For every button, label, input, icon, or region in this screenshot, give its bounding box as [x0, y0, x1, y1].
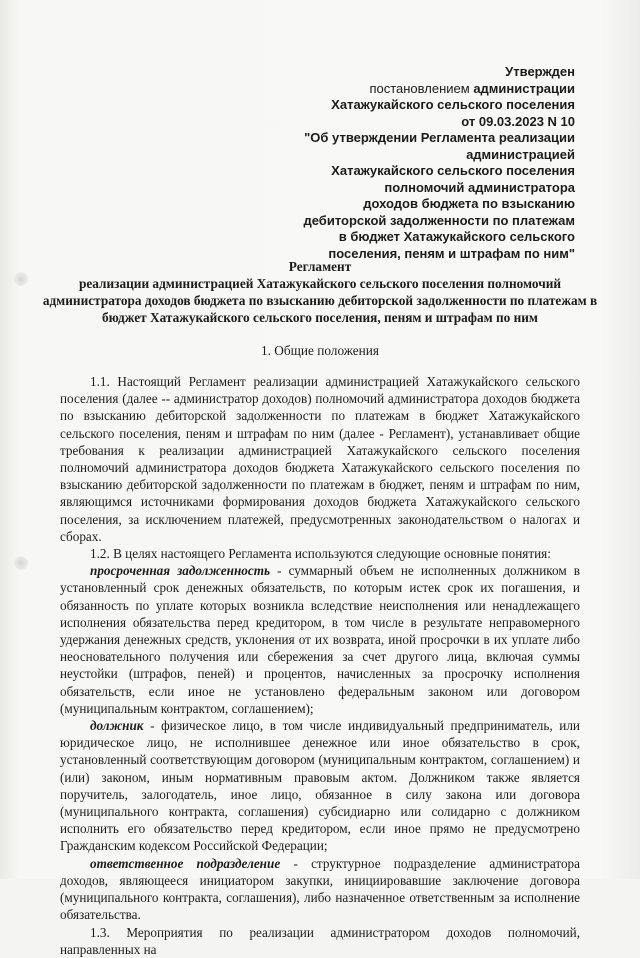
term-definition: - физическое лицо, в том числе индивидуальный предприниматель, или юридическое лицо, не исполнившее денежное или иное обязательство в срок, установленный соответствующим договором (муниципальным контрактом, соглашением) и (или) законом, иным нормативным правовым актом. Должником также является поручитель, залогодатель, иное лицо, обязанное в силу закона или договора (муниципального контракта, соглашения) субсидиарно или солидарно с должником исполнить его обязательство перед кредитором, если иное прямо не предусмотрено Гражданским кодексом Российской Федерации;	[60, 718, 580, 854]
term-label: просроченная задолженность	[90, 563, 271, 579]
paragraph-1-3: 1.3. Мероприятия по реализации администратором доходов полномочий, направленных на	[60, 924, 580, 957]
approval-line: Утвержден	[505, 64, 575, 79]
definition-overdue-debt	[60, 562, 580, 717]
title-heading: Регламент	[288, 259, 352, 274]
approval-line: постановлением администрации	[369, 80, 575, 96]
approval-line: поселения, пеням и штрафам по ним"	[328, 245, 575, 261]
paragraph-1-1: 1.1. Настоящий Регламент реализации администрацией Хатажукайского сельского поселения (далее -- администратор доходов) полномочий администратора доходов бюджета по взысканию дебиторской задолженности по платежам в бюджет Хатажукайского сельского поселения, пеням и штрафам по ним (далее - Регламент), устанавливает общие требования к реализации администрацией Хатажукайского сельского поселения полномочий администратора доходов бюджета Хатажукайского сельского поселения по взысканию дебиторской задолженности по платежам в бюджет, пеням и штрафам по ним, являющимся источниками формирования доходов бюджета Хатажукайского сельского поселения, за исключением платежей, предусмотренных законодательством о налогах и сборах.	[60, 374, 580, 544]
approval-line: Хатажукайского сельского поселения	[331, 163, 575, 178]
approval-line: доходов бюджета по взысканию	[363, 196, 575, 211]
section-heading: 1. Общие положения	[260, 343, 380, 358]
paragraph-1-2: 1.2. В целях настоящего Регламента используются следующие основные понятия:	[90, 546, 551, 562]
approval-line: дебиторской задолженности по платежам	[303, 212, 575, 228]
punch-hole	[14, 272, 28, 286]
term-label: ответственное подразделение	[90, 855, 281, 871]
punch-hole	[14, 556, 28, 570]
term-label: должник	[90, 718, 144, 734]
approval-line: "Об утверждении Регламента реализации	[304, 130, 575, 145]
approval-line: Хатажукайского сельского поселения	[331, 97, 575, 112]
approval-line: администрацией	[466, 146, 575, 162]
term-definition: - суммарный объем не исполненных должником в установленный срок денежных обязательств, по которым истек срок их погашения, и обязанность по уплате которых возникла вследствие неисполнения или ненадлежащего исполнения обязательства перед кредитором, в том числе в результате неправомерного удержания денежных средств, уклонения от их возврата, иной просрочки в их уплате либо неосновательного получения или сбережения за счет другого лица, включая суммы неустойки (штрафов, пеней) и процентов, начисленных за просрочку исполнения обязательств, если иное не установлено федеральным законом или договором (муниципальным контрактом, соглашением);	[60, 563, 581, 716]
approval-line: полномочий администратора	[384, 179, 575, 195]
definition-debtor	[60, 717, 580, 855]
definition-responsible-unit	[60, 855, 580, 924]
document-body	[60, 373, 580, 958]
document-title	[30, 258, 610, 326]
approval-line: от 09.03.2023 N 10	[461, 113, 575, 129]
term-definition: - структурное подразделение администратора доходов, являющееся инициатором закупки, инициировавшие заключение договора (муниципального контракта, соглашения), либо назначенное ответственным за исполнение обязательства.	[60, 855, 580, 923]
title-subtitle: реализации администрацией Хатажукайского сельского поселения полномочий администратора доходов бюджета по взысканию дебиторской задолженности по платежам в бюджет Хатажукайского сельского поселения, пеням и штрафам по ним	[42, 276, 598, 325]
approval-line: в бюджет Хатажукайского сельского	[338, 229, 575, 244]
approval-block	[255, 64, 575, 262]
